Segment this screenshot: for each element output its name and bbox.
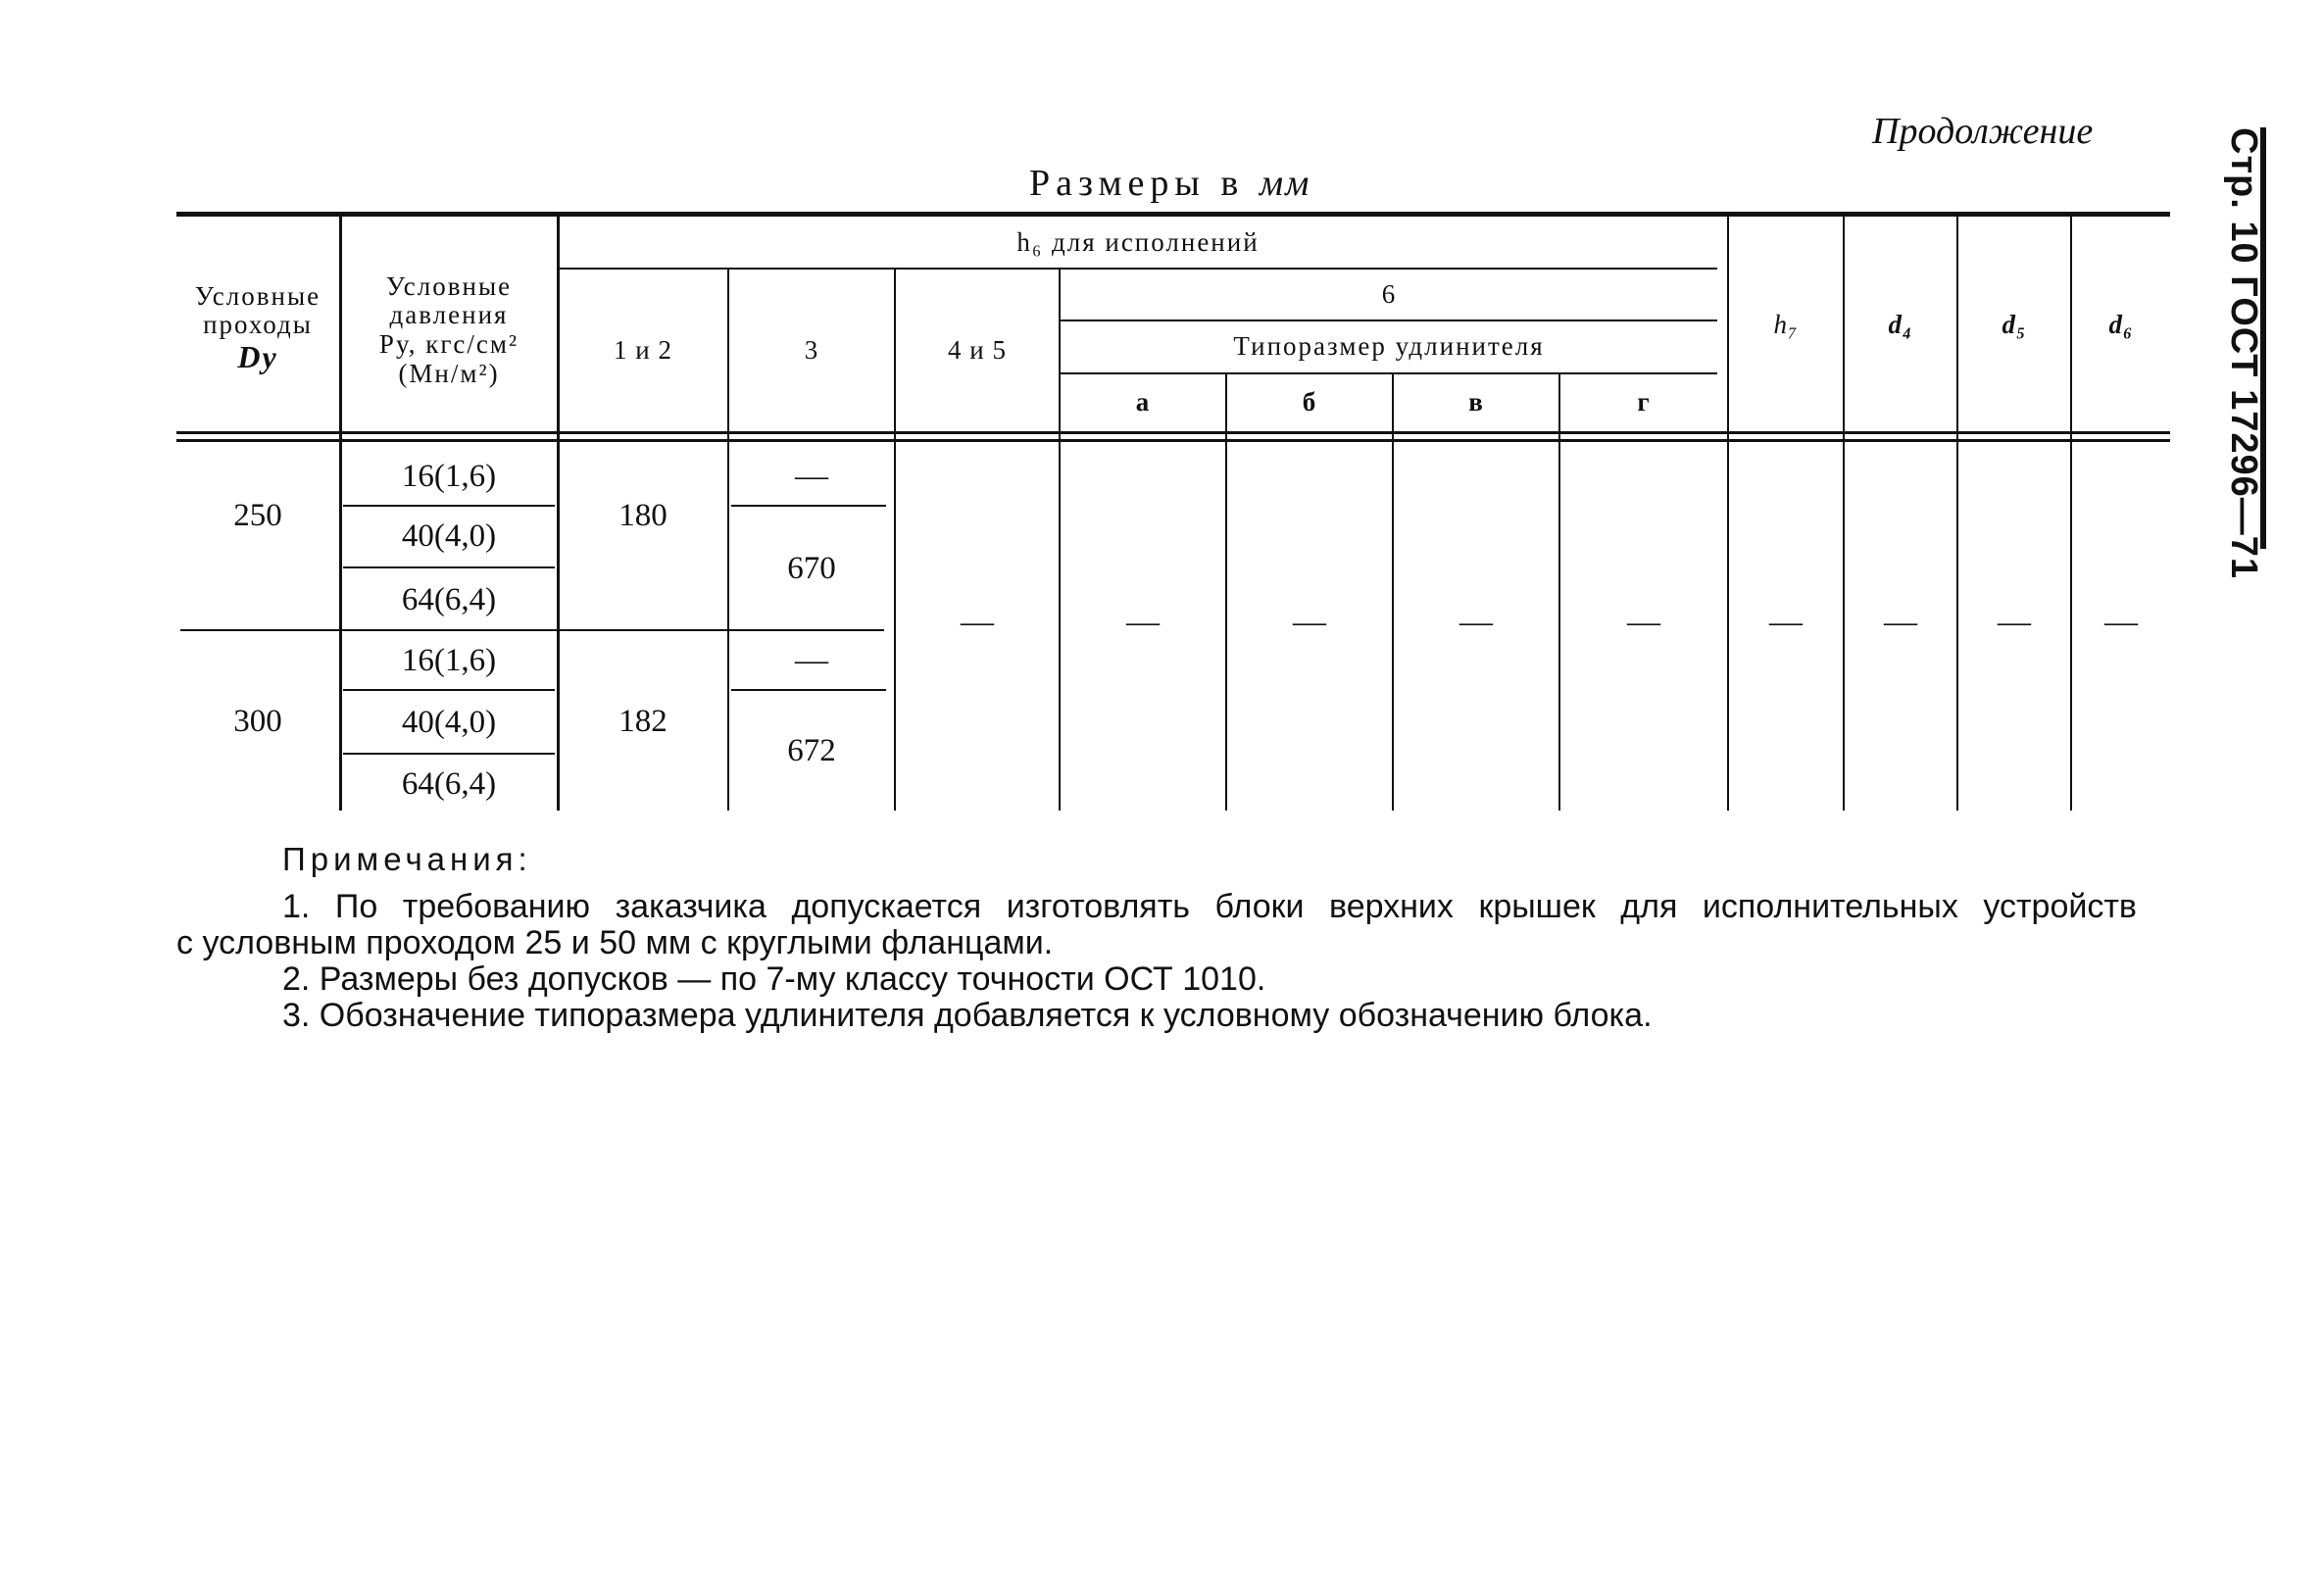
h7-dash: — [1769, 604, 1803, 641]
header-nominal-pressure-line4: (Мн/м²) [398, 358, 500, 388]
header-nominal-bore-symbol: Dу [237, 339, 278, 375]
row-2-exec-3-dash: — [795, 642, 828, 679]
note-1-line-1: 1. По требованию заказчика допускается изготовлять блоки верхних крышек для исполнительных устройств [282, 888, 2137, 925]
header-nominal-pressure-line1: Условные [385, 271, 513, 301]
sub-a-dash: — [1126, 604, 1160, 641]
d5-dash: — [1998, 604, 2031, 641]
header-nominal-bore-line2: проходы [203, 310, 313, 340]
col-rule-1 [339, 217, 342, 811]
header-bottom-rule-2 [176, 439, 2170, 442]
row-1-pressure-1: 16(1,6) [401, 458, 497, 494]
sub-g-dash: — [1627, 604, 1660, 641]
row-2-exec-3-value: 672 [787, 732, 836, 768]
continuation-label: Продолжение [1872, 111, 2094, 152]
header-nominal-pressure [343, 267, 555, 394]
row-2-pressure-1: 16(1,6) [401, 642, 497, 678]
pressure-rule-3 [343, 689, 555, 691]
header-extender-size: Типоразмер удлинителя [1233, 331, 1545, 362]
note-2: 2. Размеры без допусков — по 7-му классу точности ОСТ 1010. [282, 960, 1266, 998]
exec-4-5-dash: — [961, 604, 994, 641]
header-bottom-rule-1 [176, 431, 2170, 434]
header-sub-b: б [1302, 387, 1317, 418]
row-1-exec-3-dash: — [795, 458, 828, 495]
side-header-text: Стр. 10 ГОСТ 17296—71 [2223, 127, 2264, 580]
header-nominal-pressure-line3: Pу, кгс/см² [378, 329, 519, 359]
notes-title: Примечания: [282, 841, 532, 877]
table-top-rule [176, 212, 2170, 217]
d6-dash: — [2104, 604, 2138, 641]
row-1-exec-1-2: 180 [618, 497, 668, 533]
row-2-pressure-3: 64(6,4) [401, 765, 497, 802]
header-nominal-bore-line1: Условные [194, 280, 321, 311]
header-sub-g: г [1637, 387, 1651, 418]
row-2-bore: 300 [233, 703, 282, 739]
header-sub-v: в [1468, 387, 1484, 418]
header-exec-6: 6 [1381, 279, 1397, 310]
group-separator-rule [180, 629, 884, 631]
note-1-line-2: с условным проходом 25 и 50 мм с круглыми фланцами. [176, 924, 1054, 961]
d4-dash: — [1884, 604, 1917, 641]
header-d5: d₅ [2002, 310, 2027, 340]
exec3-rule-2 [731, 689, 886, 691]
header-h7: h₇ [1773, 310, 1799, 340]
header-nominal-bore [176, 274, 339, 382]
header-exec-4-5: 4 и 5 [948, 335, 1007, 366]
row-2-exec-1-2: 182 [618, 703, 668, 739]
exec3-rule-1 [731, 505, 886, 507]
pressure-rule-1 [343, 505, 555, 507]
note-3: 3. Обозначение типоразмера удлинителя добавляется к условному обозначению блока. [282, 997, 1653, 1034]
units-caption-unit: мм [1259, 163, 1311, 204]
h6-group-rule [559, 268, 1717, 270]
row-1-pressure-2: 40(4,0) [401, 517, 497, 554]
units-caption-prefix: Размеры в [1029, 163, 1245, 204]
header-nominal-pressure-line2: давления [389, 300, 509, 330]
header-exec-3: 3 [804, 335, 819, 366]
sub-v-dash: — [1459, 604, 1493, 641]
header-d6: d₆ [2108, 310, 2134, 340]
row-1-exec-3-value: 670 [787, 550, 836, 586]
pressure-rule-4 [343, 753, 555, 755]
header-sub-a: а [1135, 387, 1151, 418]
row-1-pressure-3: 64(6,4) [401, 581, 497, 617]
row-2-pressure-2: 40(4,0) [401, 704, 497, 740]
header-exec-1-2: 1 и 2 [614, 335, 672, 366]
header-h6-group: h₆ для исполнений [1016, 227, 1260, 258]
header-d4: d₄ [1888, 310, 1913, 340]
row-1-bore: 250 [233, 497, 282, 533]
sub-b-dash: — [1293, 604, 1326, 641]
pressure-rule-2 [343, 566, 555, 568]
